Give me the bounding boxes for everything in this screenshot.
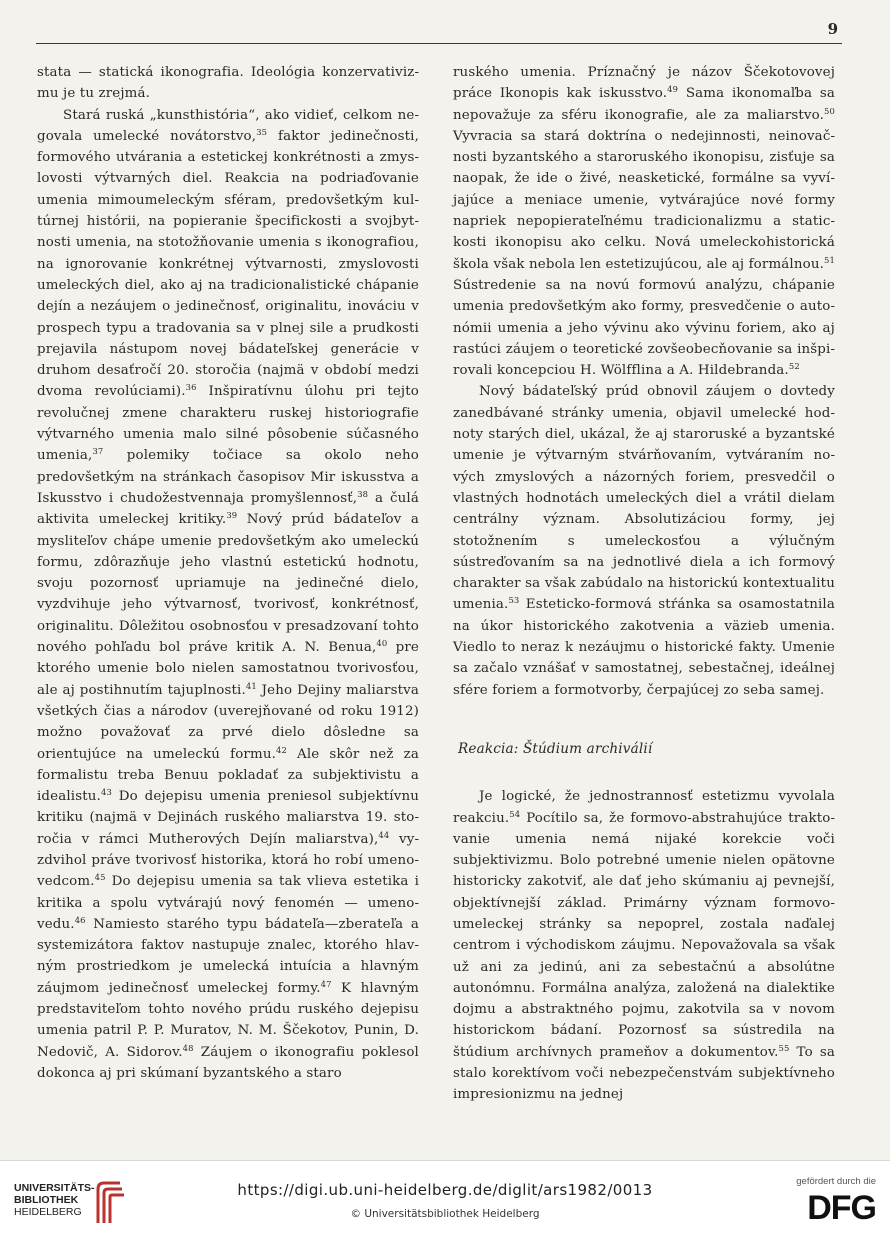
page-number: 9 [827, 20, 838, 38]
section-heading: Reakcia: Štúdium archiválií [458, 740, 653, 757]
left-column [37, 62, 419, 1084]
footer-bar [0, 1160, 890, 1242]
right-column [453, 62, 835, 1106]
library-name-line1: UNIVERSITÄTS- [14, 1182, 95, 1194]
dfg-logo[interactable]: DFG [807, 1189, 876, 1227]
paragraph: Je logické, že jednostrannosť estetizmu vyvolala reakciu.$^{54}$ Pocítilo sa, že formovo-abstrahujúce traktovanie umenia nemá nijaké korekcie voči subjektivizmu. Bolo potrebné umenie nielen opätovne historicky zakotviť, ale dať jeho skúmaniu aj pevnejší, objektívnejší základ. Primárny význam formovo-umeleckej stránky sa nepoprel, zostala naďalej centrom i východiskom záujmu. Nepovažovala sa však už ani za jedinú, ani za sebestačnú a absolútne autonómnu. Formálna analýza, založená na dialektike dojmu a abstraktného pojmu, zakotvila sa v novom historickom bádaní. Pozornosť sa sústredila na štúdium archívnych prameňov a dokumentov.$^{55}$ To sa stalo korektívom voči nebezpečenstvám subjektívneho impresionizmu na jednej [453, 789, 835, 1103]
paragraph: stata — statická ikonografia. Ideológia konzervativizmu je tu zrejmá. [37, 65, 419, 102]
paragraph: Nový bádateľský prúd obnovil záujem o dovtedy zanedbávané stránky umenia, objavil umelecké hodnoty starých diel, ukázal, že aj staroruské a byzantské umenie je výtvarným stvárňovaním, vytváraním nových zmyslových a názorných foriem, presvedčil o vlastných hodnotách umeleckých diel a vrátil dielam centrálny význam. Absolutizáciou formy, jej stotožnením s umeleckosťou a výlučným sústreďovaním sa na jednotlivé diela a ich formový charakter sa však zabúdalo na historickú kontextualitu umenia.$^{53}$ Esteticko-formová stŕánka sa osamostatnila na úkor historického zakotvenia a väzieb umenia. Viedlo to neraz k nezáujmu o historické fakty. Umenie sa začalo vznášať v samostatnej, sebestačnej, ideálnej sfére foriem a formotvorby, čerpajúcej zo seba samej. [453, 384, 835, 698]
library-name-line2: BIBLIOTHEK [14, 1194, 79, 1206]
right-column-bottom-text [453, 786, 835, 1105]
copyright-notice: © Universitätsbibliothek Heidelberg [350, 1208, 540, 1220]
paragraph: ruského umenia. Príznačný je názov Ščekotovovej práce Ikonopis kak iskusstvo.$^{49}$ Sama ikonomaľba sa nepovažuje za sféru ikonografie, ale za maliarstvo.$^{50}$ Vyvracia sa stará doktrína o nedejinnosti, neinovačnosti byzantského a staroruského ikonopisu, zisťuje sa naopak, že ide o živé, neasketické, formálne sa vyvíjajúce a meniace umenie, vytvárajúce nové formy napriek nepopierateľnému tradicionalizmu a statickosti ikonopisu ako celku. Nová umeleckohistorická škola však nebola len estetizujúcou, ale aj formálnou.$^{51}$ Sústredenie sa na novú formovú analýzu, chápanie umenia predovšetkým ako formy, presvedčenie o autonómii umenia a jeho vývinu ako vývinu foriem, ako aj rastúci záujem o teoretické zovšeobecňovanie sa inšpirovali koncepciou H. Wölfflina a A. Hildebranda.$^{52}$ [453, 65, 835, 379]
right-column-top-text [453, 62, 835, 701]
permalink-url[interactable]: https://digi.ub.uni-heidelberg.de/diglit/ars1982/0013 [237, 1181, 653, 1199]
library-name-line3: HEIDELBERG [14, 1206, 82, 1218]
funding-caption: gefördert durch die [796, 1176, 876, 1187]
header-rule [36, 43, 842, 44]
paragraph: Stará ruská „kunsthistória“, ako vidieť, celkom negovala umelecké novátorstvo,$^{35}$ faktor jedinečnosti, formového utvárania a estetickej konkrétnosti a zmyslovosti výtvarných diel. Reakcia na podriaďovanie umenia mimoumeleckým sféram, predovšetkým kultúrnej histórii, na popieranie špecifickosti a svojbytnosti umenia, na stotožňovanie umenia s ikonografiou, na ignorovanie konkrétnej výtvarnosti, zmyslovosti umeleckých diel, ako aj na tradicionalistické chápanie dejín a nezáujem o jedinečnosť, originalitu, inováciu v prospech typu a tradovania sa v plnej sile a prudkosti prejavila nástupom novej bádateľskej generácie v druhom desaťročí 20. storočia (najmä v období medzi dvoma revolúciami).$^{36}$ Inšpiratívnu úlohu pri tejto revolučnej zmene charakteru ruskej historiografie výtvarného umenia malo silné pôsobenie súčasného umenia,$^{37}$ polemiky točiace sa okolo neho predovšetkým na stránkach časopisov Mir iskusstva a Iskusstvo i chudožestvennaja promyšlennosť,$^{38}$ a čulá aktivita umeleckej kritiky.$^{39}$ Nový prúd bádateľov a mysliteľov chápe umenie predovšetkým ako umeleckú formu, zdôrazňuje jeho vlastnú estetickú hodnotu, svoju pozornosť upriamuje na jedinečné dielo, vyzdvihuje jeho výtvarnosť, tvorivosť, konkrétnosť, originalitu. Dôležitou osobnosťou v presadzovaní tohto nového pohľadu bol práve kritik A. N. Benua,$^{40}$ pre ktorého umenie bolo nielen samostatnou tvorivosťou, ale aj postihnutím tajuplnosti.$^{41}$ Jeho Dejiny maliarstva všetkých čias a národov (uverejňované od roku 1912) možno považovať za prvé dielo dôsledne sa orientujúce na umeleckú formu.$^{42}$ Ale skôr než za formalistu treba Benuu pokladať za subjektivistu a idealistu.$^{43}$ Do dejepisu umenia preniesol subjektívnu kritiku (najmä v Dejinách ruského maliarstva 19. storočia v rámci Mutherových Dejín maliarstva),$^{44}$ vyzdvihol práve tvorivosť historika, ktorá ho robí umenovedcom.$^{45}$ Do dejepisu umenia sa tak vlieva estetika i kritika a spolu vytvárajú nový fenomén — umenovedu.$^{46}$ Namiesto starého typu bádateľa—zberateľa a systemizátora faktov nastupuje znalec, ktorého hlavným prostriedkom je umelecká intuícia a hlavným záujmom jedinečnosť umeleckej formy.$^{47}$ K hlavným predstaviteľom tohto nového prúdu ruského dejepisu umenia patril P. P. Muratov, N. M. Ščekotov, Punin, D. Nedovič, A. Sidorov.$^{48}$ Záujem o ikonografiu poklesol dokonca aj pri skúmaní byzantského a staro [37, 107, 420, 1081]
